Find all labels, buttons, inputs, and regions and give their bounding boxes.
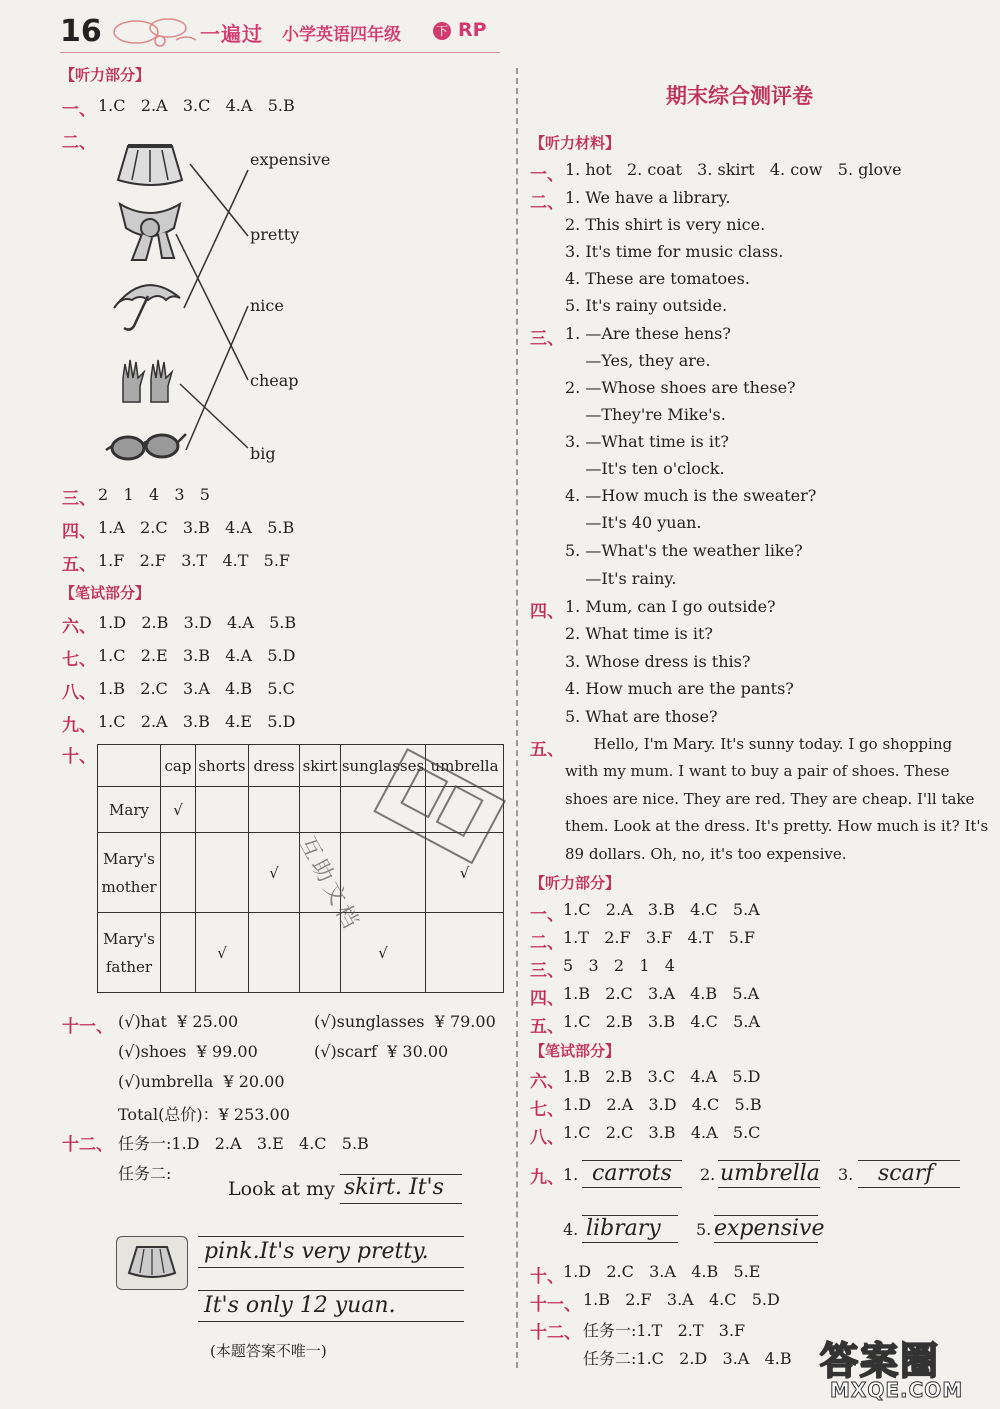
price-item: (√)hat ¥ 25.00 xyxy=(118,1012,239,1031)
skirt-icon xyxy=(117,1237,187,1289)
exam-title: 期末综合测评卷 xyxy=(666,84,813,108)
table-header: sunglasses xyxy=(341,745,426,787)
material-line: 3. Whose dress is this? xyxy=(565,652,751,671)
match-word: nice xyxy=(250,296,284,315)
material-line: 5. —What's the weather like? xyxy=(565,541,803,560)
handwriting: skirt. It's xyxy=(344,1175,444,1200)
answer-line: 1.C 2.B 3.B 4.C 5.A xyxy=(563,1012,760,1031)
table-cell: √ xyxy=(249,833,300,913)
table-cell xyxy=(249,787,300,833)
answer-line: 任务二:1.C 2.D 3.A 4.B xyxy=(583,1349,792,1368)
writing-line xyxy=(582,1215,678,1243)
material-line: 5. It's rainy outside. xyxy=(565,296,728,315)
answer-line: 1.D 2.C 3.A 4.B 5.E xyxy=(563,1262,761,1281)
answer-line: 任务二: xyxy=(118,1164,172,1183)
answer-line: 1.C 2.C 3.B 4.A 5.C xyxy=(563,1123,761,1142)
answer-note: (本题答案不唯一) xyxy=(210,1342,327,1360)
table-cell: √ xyxy=(161,787,196,833)
table-cell xyxy=(249,913,300,993)
header-decoration-icon xyxy=(106,10,206,52)
passage-line: them. Look at the dress. It's pretty. How much is it? It's xyxy=(565,817,989,835)
question-number: 六、 xyxy=(62,617,96,637)
material-line: —It's ten o'clock. xyxy=(565,459,725,478)
question-number: 二、 xyxy=(62,133,96,153)
table-cell: √ xyxy=(341,913,426,993)
writing-section-title: 【笔试部分】 xyxy=(60,584,151,602)
match-word: big xyxy=(250,444,276,463)
material-line: 4. These are tomatoes. xyxy=(565,269,750,288)
table-cell xyxy=(161,913,196,993)
material-line: 5. What are those? xyxy=(565,707,718,726)
material-line: 1. We have a library. xyxy=(565,188,731,207)
material-line: —Yes, they are. xyxy=(565,351,711,370)
handwriting: It's only 12 yuan. xyxy=(204,1293,396,1318)
table-header: dress xyxy=(249,745,300,787)
table-header xyxy=(98,745,161,787)
match-word: expensive xyxy=(250,150,331,169)
matching-lines xyxy=(170,150,250,460)
table-cell xyxy=(161,833,196,913)
answer-line: 任务一:1.D 2.A 3.E 4.C 5.B xyxy=(118,1134,369,1153)
writing-line xyxy=(858,1160,960,1188)
question-number: 一、 xyxy=(530,905,564,925)
material-line: 1. hot 2. coat 3. skirt 4. cow 5. glove xyxy=(565,160,902,179)
question-number: 十一、 xyxy=(530,1295,581,1315)
table-cell: √ xyxy=(426,833,504,913)
question-number: 五、 xyxy=(530,740,564,760)
answer-line: 1.T 2.F 3.F 4.T 5.F xyxy=(563,928,756,947)
handwriting: expensive xyxy=(714,1216,825,1241)
price-item: (√)shoes ¥ 99.00 xyxy=(118,1042,258,1061)
writing-line xyxy=(340,1174,462,1204)
price-total: Total(总价)：¥ 253.00 xyxy=(118,1105,290,1124)
material-line: 4. —How much is the sweater? xyxy=(565,486,817,505)
question-number: 四、 xyxy=(530,602,564,622)
question-number: 十、 xyxy=(530,1267,564,1287)
material-line: 4. How much are the pants? xyxy=(565,679,794,698)
writing-line xyxy=(718,1160,820,1188)
passage-line: 89 dollars. Oh, no, it's too expensive. xyxy=(565,845,847,863)
edition-mark: RP xyxy=(458,19,487,41)
volume-mark: 下 xyxy=(433,22,451,40)
question-number: 六、 xyxy=(530,1072,564,1092)
table-header: umbrella xyxy=(426,745,504,787)
material-section-title: 【听力材料】 xyxy=(530,134,621,152)
answer-line: 1.C 2.E 3.B 4.A 5.D xyxy=(98,646,296,665)
material-line: 2. —Whose shoes are these? xyxy=(565,378,796,397)
question-number: 八、 xyxy=(530,1128,564,1148)
question-number: 七、 xyxy=(530,1100,564,1120)
question-number: 五、 xyxy=(62,555,96,575)
book-subtitle: 小学英语四年级 xyxy=(282,25,401,45)
match-word: pretty xyxy=(250,225,300,244)
answer-line: 1.D 2.B 3.D 4.A 5.B xyxy=(98,613,297,632)
material-line: —They're Mike's. xyxy=(565,405,726,424)
blank-label: 2. xyxy=(700,1165,716,1184)
answer-line: 1.B 2.B 3.C 4.A 5.D xyxy=(563,1067,761,1086)
table-cell-name: Mary's father xyxy=(98,913,161,993)
question-number: 一、 xyxy=(530,165,564,185)
material-line: 3. It's time for music class. xyxy=(565,242,784,261)
brand-name: 一遍过 xyxy=(200,22,263,46)
answer-line: 5 3 2 1 4 xyxy=(563,956,675,975)
table-header: skirt xyxy=(300,745,341,787)
handwriting: pink.It's very pretty. xyxy=(204,1239,429,1264)
blank-label: 1. xyxy=(563,1165,579,1184)
handwriting: scarf xyxy=(878,1161,934,1186)
blank-label: 5. xyxy=(696,1220,712,1239)
watermark-url: MXQE.COM xyxy=(830,1378,964,1402)
column-divider xyxy=(516,68,518,1368)
question-number: 十、 xyxy=(62,747,96,767)
listening-section-title: 【听力部分】 xyxy=(60,66,151,84)
writing-prompt: Look at my xyxy=(228,1178,335,1200)
question-number: 三、 xyxy=(530,329,564,349)
listening-section-title: 【听力部分】 xyxy=(530,874,621,892)
answer-line: 1.C 2.A 3.C 4.A 5.B xyxy=(98,96,295,115)
header-rule xyxy=(60,52,500,53)
handwriting: carrots xyxy=(592,1161,672,1186)
question-number: 九、 xyxy=(62,716,96,736)
table-cell-name: Mary's mother xyxy=(98,833,161,913)
answer-line: 任务一:1.T 2.T 3.F xyxy=(583,1321,746,1340)
answer-line: 1.C 2.A 3.B 4.E 5.D xyxy=(98,712,296,731)
blank-label: 4. xyxy=(563,1220,579,1239)
material-line: 1. Mum, can I go outside? xyxy=(565,597,776,616)
question-number: 四、 xyxy=(62,522,96,542)
match-word: cheap xyxy=(250,371,299,390)
writing-section-title: 【笔试部分】 xyxy=(530,1042,621,1060)
handwriting: umbrella xyxy=(720,1161,820,1186)
material-line: —It's rainy. xyxy=(565,569,677,588)
stamp-text: 互助文档 xyxy=(293,832,365,936)
question-number: 七、 xyxy=(62,650,96,670)
question-number: 九、 xyxy=(530,1168,564,1188)
question-number: 八、 xyxy=(62,683,96,703)
question-number: 一、 xyxy=(62,100,96,120)
answer-line: 1.D 2.A 3.D 4.C 5.B xyxy=(563,1095,762,1114)
table-row xyxy=(98,913,504,993)
skirt-picture xyxy=(116,1236,188,1290)
blank-label: 3. xyxy=(838,1165,854,1184)
writing-line xyxy=(582,1160,682,1188)
question-number: 十二、 xyxy=(530,1323,581,1343)
writing-line xyxy=(198,1236,464,1268)
question-number: 三、 xyxy=(62,489,96,509)
answer-line: 1.F 2.F 3.T 4.T 5.F xyxy=(98,551,291,570)
watermark-logo: 答案圈 xyxy=(820,1339,941,1383)
material-line: 1. —Are these hens? xyxy=(565,324,731,343)
answer-line: 1.B 2.F 3.A 4.C 5.D xyxy=(583,1290,780,1309)
price-item: (√)umbrella ¥ 20.00 xyxy=(118,1072,285,1091)
material-line: —It's 40 yuan. xyxy=(565,513,702,532)
passage-line: shoes are nice. They are red. They are cheap. I'll take xyxy=(565,790,975,808)
table-header: cap xyxy=(161,745,196,787)
answer-line: 1.A 2.C 3.B 4.A 5.B xyxy=(98,518,295,537)
question-number: 二、 xyxy=(530,193,564,213)
passage-line: Hello, I'm Mary. It's sunny today. I go shopping xyxy=(565,735,953,753)
handwriting: library xyxy=(586,1216,661,1241)
question-number: 十一、 xyxy=(62,1017,113,1037)
question-number: 五、 xyxy=(530,1017,564,1037)
question-number: 二、 xyxy=(530,933,564,953)
page-number: 16 xyxy=(60,14,102,49)
passage-line: with my mum. I want to buy a pair of shoes. These xyxy=(565,762,950,780)
answer-line: 1.B 2.C 3.A 4.B 5.A xyxy=(563,984,760,1003)
answer-line: 1.C 2.A 3.B 4.C 5.A xyxy=(563,900,760,919)
table-header: shorts xyxy=(196,745,249,787)
table-cell: √ xyxy=(196,913,249,993)
question-number: 三、 xyxy=(530,961,564,981)
answer-line: 2 1 4 3 5 xyxy=(98,485,210,504)
material-line: 2. What time is it? xyxy=(565,624,713,643)
table-cell xyxy=(196,833,249,913)
table-cell-name: Mary xyxy=(98,787,161,833)
table-cell xyxy=(426,913,504,993)
writing-line xyxy=(198,1290,464,1322)
question-number: 十二、 xyxy=(62,1135,113,1155)
answer-line: 1.B 2.C 3.A 4.B 5.C xyxy=(98,679,295,698)
question-number: 四、 xyxy=(530,989,564,1009)
writing-line xyxy=(714,1215,825,1243)
price-item: (√)scarf ¥ 30.00 xyxy=(314,1042,449,1061)
material-line: 2. This shirt is very nice. xyxy=(565,215,766,234)
material-line: 3. —What time is it? xyxy=(565,432,729,451)
price-item: (√)sunglasses ¥ 79.00 xyxy=(314,1012,496,1031)
table-cell xyxy=(196,787,249,833)
